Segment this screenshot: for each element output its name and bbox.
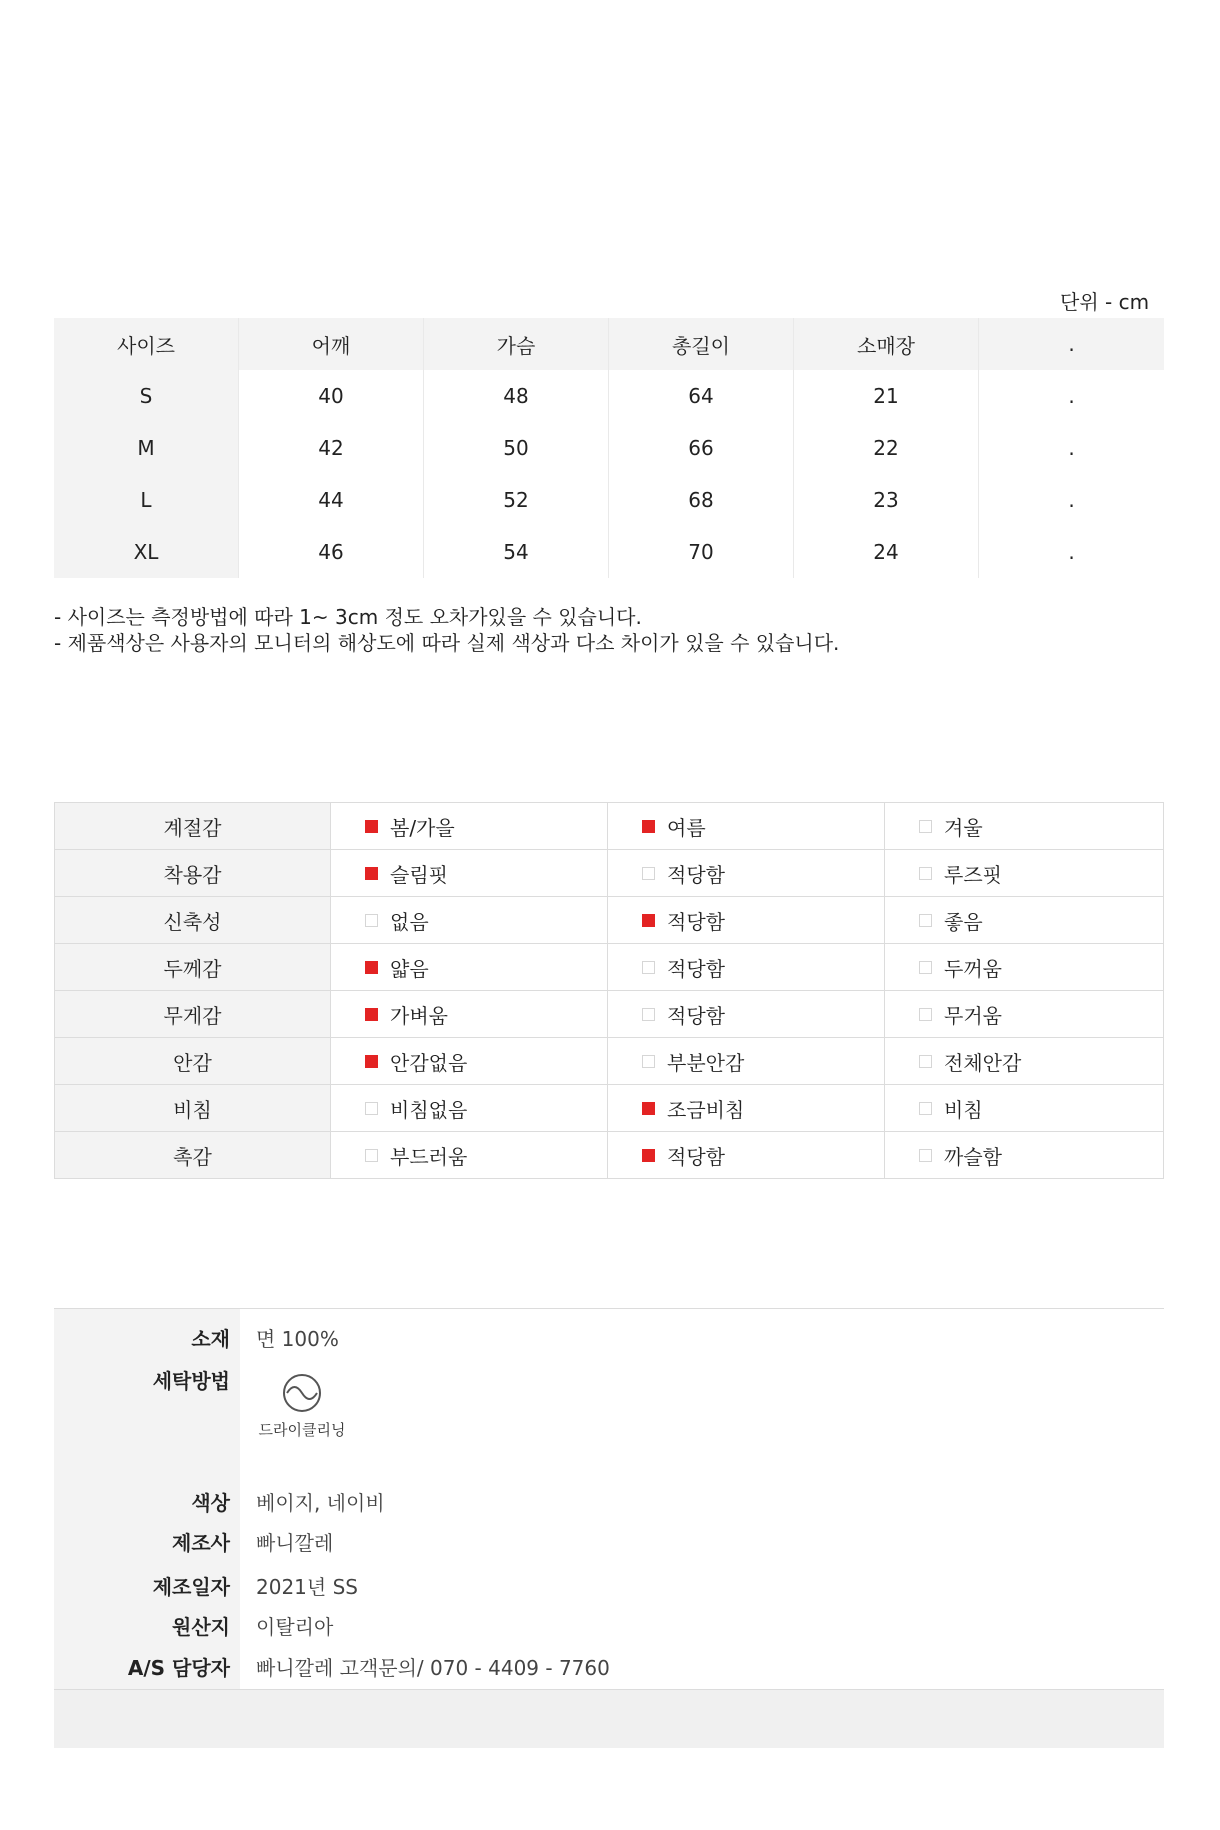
attribute-option — [608, 1038, 885, 1084]
attribute-option-label: 루즈핏 — [944, 862, 1002, 887]
size-header-cell: . — [1068, 332, 1075, 356]
size-cell: 23 — [794, 474, 979, 526]
size-cell: 70 — [609, 526, 794, 578]
attribute-option-label: 부분안감 — [667, 1050, 745, 1075]
checked-box-icon — [365, 867, 378, 880]
size-cell: 54 — [424, 526, 609, 578]
attribute-option-label: 없음 — [390, 909, 429, 934]
unchecked-box-icon — [642, 867, 655, 880]
checked-box-icon — [642, 1149, 655, 1162]
unchecked-box-icon — [919, 961, 932, 974]
attribute-option — [885, 944, 1164, 990]
unchecked-box-icon — [365, 914, 378, 927]
attribute-row — [54, 944, 1164, 991]
attribute-option — [331, 1085, 608, 1131]
attribute-option — [885, 1038, 1164, 1084]
maker-value: 빠니깔레 — [256, 1531, 334, 1555]
attribute-option — [885, 850, 1164, 896]
color-value: 베이지, 네이비 — [256, 1491, 385, 1515]
attribute-option-label: 적당함 — [667, 1144, 725, 1169]
size-cell: S — [54, 370, 239, 422]
info-footer-bar — [54, 1689, 1164, 1748]
attribute-option — [331, 1038, 608, 1084]
note-line: - 제품색상은 사용자의 모니터의 해상도에 따라 실제 색상과 다소 차이가 있을 수 있습니다. — [54, 631, 840, 655]
size-header-cell: 가슴 — [424, 318, 609, 370]
table-row — [54, 526, 1164, 578]
attribute-option — [608, 944, 885, 990]
attribute-option — [885, 991, 1164, 1037]
size-cell: . — [1068, 436, 1075, 460]
attribute-label: 착용감 — [54, 850, 331, 896]
attribute-option-label: 무거움 — [944, 1003, 1002, 1028]
attribute-option — [608, 1132, 885, 1178]
unchecked-box-icon — [919, 1008, 932, 1021]
attribute-row — [54, 897, 1164, 944]
washing-caption: 드라이클리닝 — [258, 1421, 346, 1439]
attribute-label: 비침 — [54, 1085, 331, 1131]
unchecked-box-icon — [919, 1102, 932, 1115]
attribute-row — [54, 1085, 1164, 1132]
attribute-label: 무게감 — [54, 991, 331, 1037]
checked-box-icon — [365, 820, 378, 833]
attribute-option-label: 좋음 — [944, 909, 983, 934]
attribute-option — [608, 803, 885, 849]
attribute-label: 두께감 — [54, 944, 331, 990]
attribute-option — [608, 1085, 885, 1131]
attribute-option-label: 얇음 — [390, 956, 429, 981]
attribute-row — [54, 1132, 1164, 1179]
material-label: 소재 — [191, 1327, 230, 1351]
date-label: 제조일자 — [152, 1575, 230, 1599]
attribute-option — [885, 1085, 1164, 1131]
product-info — [54, 1308, 1164, 1747]
unchecked-box-icon — [642, 1008, 655, 1021]
attribute-label: 신축성 — [54, 897, 331, 943]
attribute-option — [331, 1132, 608, 1178]
color-label: 색상 — [191, 1491, 230, 1515]
dry-cleaning-icon — [280, 1373, 324, 1413]
attribute-option — [885, 1132, 1164, 1178]
attribute-option-label: 적당함 — [667, 956, 725, 981]
size-cell: L — [54, 474, 239, 526]
size-notes — [54, 604, 839, 656]
size-cell: XL — [54, 526, 239, 578]
size-cell: 24 — [794, 526, 979, 578]
attribute-option-label: 부드러움 — [390, 1144, 468, 1169]
attribute-option-label: 적당함 — [667, 1003, 725, 1028]
size-header-cell: 소매장 — [794, 318, 979, 370]
size-cell: 52 — [424, 474, 609, 526]
size-cell: 44 — [239, 474, 424, 526]
size-cell: 42 — [239, 422, 424, 474]
attribute-row — [54, 850, 1164, 897]
attribute-label: 계절감 — [54, 803, 331, 849]
unchecked-box-icon — [919, 914, 932, 927]
size-cell: 48 — [424, 370, 609, 422]
size-cell: 50 — [424, 422, 609, 474]
attribute-option-label: 까슬함 — [944, 1144, 1002, 1169]
date-value: 2021년 SS — [256, 1575, 358, 1599]
attribute-table — [54, 802, 1164, 1179]
attribute-option-label: 조금비침 — [667, 1097, 745, 1122]
size-cell: . — [1068, 488, 1075, 512]
attribute-option-label: 겨울 — [944, 815, 983, 840]
checked-box-icon — [365, 1008, 378, 1021]
unchecked-box-icon — [919, 867, 932, 880]
attribute-row — [54, 803, 1164, 850]
size-cell: . — [1068, 384, 1075, 408]
attribute-option — [608, 897, 885, 943]
origin-value: 이탈리아 — [256, 1615, 334, 1639]
washing-label: 세탁방법 — [152, 1369, 230, 1393]
attribute-option — [331, 803, 608, 849]
table-row — [54, 474, 1164, 526]
size-cell: 68 — [609, 474, 794, 526]
checked-box-icon — [642, 820, 655, 833]
unchecked-box-icon — [919, 1055, 932, 1068]
attribute-label: 촉감 — [54, 1132, 331, 1178]
as-value: 빠니깔레 고객문의/ 070 - 4409 - 7760 — [256, 1656, 610, 1680]
washing-method — [254, 1373, 350, 1440]
size-cell: 21 — [794, 370, 979, 422]
unchecked-box-icon — [919, 820, 932, 833]
size-cell: 22 — [794, 422, 979, 474]
note-line: - 사이즈는 측정방법에 따라 1~ 3cm 정도 오차가있을 수 있습니다. — [54, 605, 642, 629]
attribute-option — [331, 991, 608, 1037]
size-cell: 40 — [239, 370, 424, 422]
attribute-option-label: 안감없음 — [390, 1050, 468, 1075]
attribute-option-label: 가벼움 — [390, 1003, 448, 1028]
size-cell: . — [1068, 540, 1075, 564]
unchecked-box-icon — [365, 1149, 378, 1162]
attribute-option-label: 여름 — [667, 815, 706, 840]
attribute-option — [885, 803, 1164, 849]
size-header-cell: 사이즈 — [54, 318, 239, 370]
as-label: A/S 담당자 — [127, 1656, 230, 1680]
origin-label: 원산지 — [172, 1615, 230, 1639]
size-cell: 64 — [609, 370, 794, 422]
size-header-cell: 총길이 — [609, 318, 794, 370]
attribute-option — [331, 897, 608, 943]
checked-box-icon — [642, 914, 655, 927]
table-row — [54, 370, 1164, 422]
attribute-option-label: 전체안감 — [944, 1050, 1022, 1075]
table-row — [54, 422, 1164, 474]
size-cell: 46 — [239, 526, 424, 578]
attribute-option-label: 봄/가을 — [390, 815, 455, 840]
unit-label: 단위 - cm — [1060, 290, 1150, 314]
attribute-option-label: 슬림핏 — [390, 862, 448, 887]
unchecked-box-icon — [642, 1055, 655, 1068]
attribute-option-label: 비침 — [944, 1097, 983, 1122]
unchecked-box-icon — [365, 1102, 378, 1115]
attribute-option — [608, 850, 885, 896]
size-cell: M — [54, 422, 239, 474]
attribute-option-label: 두꺼움 — [944, 956, 1002, 981]
unchecked-box-icon — [642, 961, 655, 974]
attribute-row — [54, 1038, 1164, 1085]
material-value: 면 100% — [256, 1327, 339, 1351]
maker-label: 제조사 — [172, 1531, 230, 1555]
checked-box-icon — [365, 961, 378, 974]
attribute-option-label: 적당함 — [667, 862, 725, 887]
size-cell: 66 — [609, 422, 794, 474]
attribute-option — [331, 944, 608, 990]
size-header-cell: 어깨 — [239, 318, 424, 370]
attribute-option — [331, 850, 608, 896]
checked-box-icon — [642, 1102, 655, 1115]
attribute-option — [885, 897, 1164, 943]
checked-box-icon — [365, 1055, 378, 1068]
attribute-label: 안감 — [54, 1038, 331, 1084]
size-table-header — [54, 318, 1164, 370]
attribute-option — [608, 991, 885, 1037]
attribute-row — [54, 991, 1164, 1038]
attribute-option-label: 적당함 — [667, 909, 725, 934]
size-table — [54, 318, 1164, 578]
unchecked-box-icon — [919, 1149, 932, 1162]
attribute-option-label: 비침없음 — [390, 1097, 468, 1122]
